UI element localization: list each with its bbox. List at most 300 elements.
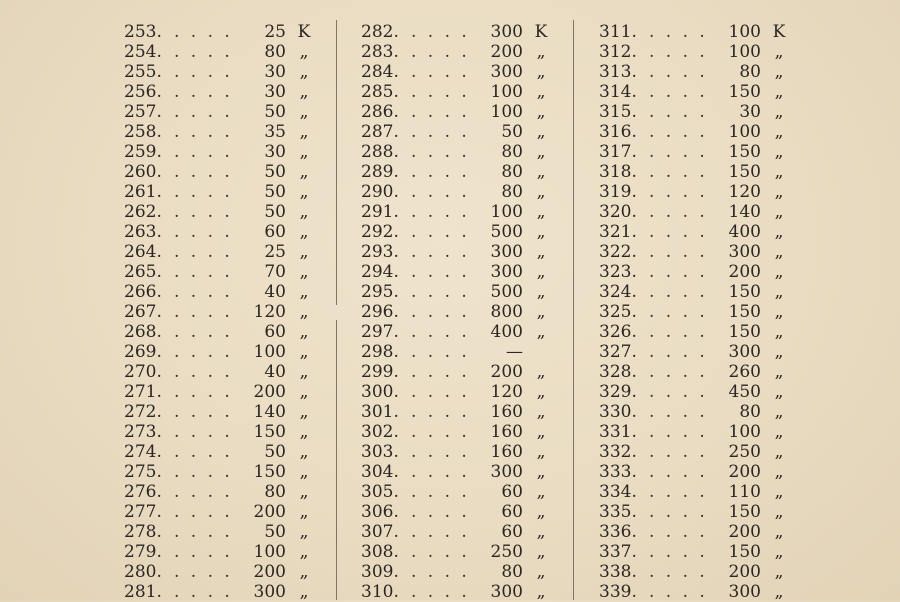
entry-number: 301. bbox=[361, 402, 399, 422]
currency-unit: „ bbox=[536, 362, 546, 382]
currency-unit: K bbox=[772, 22, 786, 42]
dot-leader: . . . . bbox=[174, 442, 233, 462]
dot-leader: . . . . bbox=[411, 62, 470, 82]
amount-value: 300 bbox=[728, 582, 761, 602]
dot-leader: . . . . bbox=[174, 222, 233, 242]
entry-number: 257. bbox=[124, 102, 162, 122]
entry-number: 282. bbox=[361, 22, 399, 42]
entry-number: 306. bbox=[361, 502, 399, 522]
currency-unit: „ bbox=[536, 502, 546, 522]
entry-number: 337. bbox=[599, 542, 637, 562]
table-row bbox=[361, 182, 561, 202]
currency-unit: „ bbox=[774, 482, 784, 502]
entry-number: 319. bbox=[599, 182, 637, 202]
entry-number: 270. bbox=[124, 362, 162, 382]
table-row bbox=[361, 122, 561, 142]
table-row bbox=[124, 462, 324, 482]
dot-leader: . . . . bbox=[411, 542, 470, 562]
dot-leader: . . . . bbox=[411, 582, 470, 602]
dot-leader: . . . . bbox=[174, 422, 233, 442]
dot-leader: . . . . bbox=[174, 282, 233, 302]
currency-unit: „ bbox=[536, 462, 546, 482]
currency-unit: „ bbox=[299, 362, 309, 382]
dot-leader: . . . . bbox=[649, 422, 708, 442]
table-row bbox=[599, 302, 799, 322]
dot-leader: . . . . bbox=[411, 282, 470, 302]
currency-unit: „ bbox=[299, 522, 309, 542]
dot-leader: . . . . bbox=[411, 482, 470, 502]
table-row bbox=[599, 402, 799, 422]
dot-leader: . . . . bbox=[411, 262, 470, 282]
table-row bbox=[599, 462, 799, 482]
entry-number: 285. bbox=[361, 82, 399, 102]
amount-value: 150 bbox=[728, 142, 761, 162]
dot-leader: . . . . bbox=[411, 182, 470, 202]
currency-unit: „ bbox=[536, 262, 546, 282]
dot-leader: . . . . bbox=[649, 82, 708, 102]
entry-number: 309. bbox=[361, 562, 399, 582]
dot-leader: . . . . bbox=[411, 562, 470, 582]
amount-value: 110 bbox=[728, 482, 761, 502]
dot-leader: . . . . bbox=[649, 302, 708, 322]
amount-value: 150 bbox=[253, 422, 286, 442]
amount-value: — bbox=[506, 342, 523, 362]
amount-value: 260 bbox=[728, 362, 761, 382]
table-row bbox=[124, 502, 324, 522]
table-row bbox=[124, 122, 324, 142]
table-row bbox=[361, 382, 561, 402]
currency-unit: „ bbox=[536, 102, 546, 122]
amount-value: 100 bbox=[253, 342, 286, 362]
entry-number: 263. bbox=[124, 222, 162, 242]
dot-leader: . . . . bbox=[649, 442, 708, 462]
amount-value: 120 bbox=[253, 302, 286, 322]
currency-unit: „ bbox=[536, 242, 546, 262]
amount-value: 60 bbox=[264, 222, 286, 242]
entry-number: 259. bbox=[124, 142, 162, 162]
dot-leader: . . . . bbox=[649, 522, 708, 542]
amount-value: 30 bbox=[264, 142, 286, 162]
amount-value: 160 bbox=[490, 402, 523, 422]
entry-number: 289. bbox=[361, 162, 399, 182]
entry-number: 334. bbox=[599, 482, 637, 502]
currency-unit: „ bbox=[299, 162, 309, 182]
table-column bbox=[124, 22, 324, 602]
currency-unit: „ bbox=[299, 322, 309, 342]
amount-value: 100 bbox=[728, 22, 761, 42]
amount-value: 250 bbox=[490, 542, 523, 562]
currency-unit: „ bbox=[299, 542, 309, 562]
entry-number: 296. bbox=[361, 302, 399, 322]
amount-value: 200 bbox=[490, 362, 523, 382]
amount-value: 80 bbox=[264, 42, 286, 62]
amount-value: 30 bbox=[739, 102, 761, 122]
amount-value: 80 bbox=[739, 62, 761, 82]
dot-leader: . . . . bbox=[174, 482, 233, 502]
currency-unit: „ bbox=[299, 262, 309, 282]
amount-value: 400 bbox=[728, 222, 761, 242]
currency-unit: „ bbox=[299, 422, 309, 442]
amount-value: 100 bbox=[490, 102, 523, 122]
column-divider-right bbox=[573, 20, 574, 600]
dot-leader: . . . . bbox=[649, 42, 708, 62]
dot-leader: . . . . bbox=[174, 582, 233, 602]
amount-value: 35 bbox=[264, 122, 286, 142]
dot-leader: . . . . bbox=[649, 102, 708, 122]
currency-unit: „ bbox=[774, 282, 784, 302]
entry-number: 265. bbox=[124, 262, 162, 282]
entry-number: 275. bbox=[124, 462, 162, 482]
dot-leader: . . . . bbox=[174, 22, 233, 42]
dot-leader: . . . . bbox=[649, 462, 708, 482]
dot-leader: . . . . bbox=[649, 562, 708, 582]
amount-value: 50 bbox=[264, 522, 286, 542]
dot-leader: . . . . bbox=[174, 142, 233, 162]
amount-value: 300 bbox=[490, 242, 523, 262]
currency-unit: „ bbox=[536, 542, 546, 562]
currency-unit: „ bbox=[299, 282, 309, 302]
amount-value: 300 bbox=[728, 242, 761, 262]
table-row bbox=[361, 482, 561, 502]
currency-unit: „ bbox=[774, 62, 784, 82]
currency-unit: „ bbox=[774, 202, 784, 222]
entry-number: 331. bbox=[599, 422, 637, 442]
currency-unit: „ bbox=[299, 502, 309, 522]
dot-leader: . . . . bbox=[411, 202, 470, 222]
dot-leader: . . . . bbox=[411, 382, 470, 402]
dot-leader: . . . . bbox=[411, 462, 470, 482]
entry-number: 276. bbox=[124, 482, 162, 502]
amount-value: 150 bbox=[728, 82, 761, 102]
dot-leader: . . . . bbox=[649, 222, 708, 242]
dot-leader: . . . . bbox=[174, 542, 233, 562]
currency-unit: „ bbox=[774, 102, 784, 122]
entry-number: 303. bbox=[361, 442, 399, 462]
table-row bbox=[361, 262, 561, 282]
currency-unit: „ bbox=[774, 502, 784, 522]
entry-number: 320. bbox=[599, 202, 637, 222]
entry-number: 321. bbox=[599, 222, 637, 242]
dot-leader: . . . . bbox=[411, 362, 470, 382]
currency-unit: „ bbox=[299, 402, 309, 422]
table-row bbox=[124, 322, 324, 342]
currency-unit: K bbox=[534, 22, 548, 42]
amount-value: 100 bbox=[728, 422, 761, 442]
dot-leader: . . . . bbox=[411, 442, 470, 462]
dot-leader: . . . . bbox=[411, 422, 470, 442]
amount-value: 300 bbox=[490, 262, 523, 282]
dot-leader: . . . . bbox=[174, 402, 233, 422]
dot-leader: . . . . bbox=[174, 62, 233, 82]
currency-unit: „ bbox=[299, 382, 309, 402]
table-row bbox=[599, 182, 799, 202]
table-row bbox=[599, 382, 799, 402]
entry-number: 326. bbox=[599, 322, 637, 342]
table-row bbox=[124, 42, 324, 62]
dot-leader: . . . . bbox=[174, 182, 233, 202]
dot-leader: . . . . bbox=[649, 542, 708, 562]
table-row bbox=[361, 562, 561, 582]
entry-number: 325. bbox=[599, 302, 637, 322]
table-row bbox=[361, 342, 561, 362]
dot-leader: . . . . bbox=[649, 182, 708, 202]
amount-value: 150 bbox=[728, 162, 761, 182]
dot-leader: . . . . bbox=[174, 82, 233, 102]
dot-leader: . . . . bbox=[174, 562, 233, 582]
currency-unit: „ bbox=[536, 202, 546, 222]
table-row bbox=[361, 302, 561, 322]
amount-value: 500 bbox=[490, 282, 523, 302]
currency-unit: „ bbox=[774, 302, 784, 322]
table-column bbox=[599, 22, 799, 602]
entry-number: 335. bbox=[599, 502, 637, 522]
currency-unit: „ bbox=[774, 262, 784, 282]
currency-unit: „ bbox=[774, 122, 784, 142]
currency-unit: „ bbox=[774, 342, 784, 362]
amount-value: 150 bbox=[728, 322, 761, 342]
currency-unit: „ bbox=[299, 342, 309, 362]
table-row bbox=[124, 282, 324, 302]
currency-unit: „ bbox=[299, 62, 309, 82]
amount-value: 300 bbox=[490, 22, 523, 42]
dot-leader: . . . . bbox=[174, 162, 233, 182]
table-row bbox=[361, 502, 561, 522]
currency-unit: „ bbox=[536, 82, 546, 102]
table-row bbox=[361, 402, 561, 422]
amount-value: 150 bbox=[728, 502, 761, 522]
amount-value: 200 bbox=[728, 522, 761, 542]
dot-leader: . . . . bbox=[649, 162, 708, 182]
currency-unit: „ bbox=[774, 442, 784, 462]
amount-value: 300 bbox=[728, 342, 761, 362]
amount-value: 60 bbox=[264, 322, 286, 342]
table-row bbox=[361, 222, 561, 242]
currency-unit: „ bbox=[536, 142, 546, 162]
dot-leader: . . . . bbox=[411, 522, 470, 542]
dot-leader: . . . . bbox=[411, 242, 470, 262]
entry-number: 302. bbox=[361, 422, 399, 442]
entry-number: 300. bbox=[361, 382, 399, 402]
entry-number: 254. bbox=[124, 42, 162, 62]
currency-unit: „ bbox=[774, 422, 784, 442]
dot-leader: . . . . bbox=[174, 242, 233, 262]
amount-value: 100 bbox=[253, 542, 286, 562]
table-row bbox=[124, 182, 324, 202]
dot-leader: . . . . bbox=[411, 302, 470, 322]
currency-unit: „ bbox=[536, 522, 546, 542]
entry-number: 294. bbox=[361, 262, 399, 282]
entry-number: 333. bbox=[599, 462, 637, 482]
currency-unit: „ bbox=[299, 302, 309, 322]
amount-value: 40 bbox=[264, 282, 286, 302]
currency-unit: „ bbox=[536, 162, 546, 182]
amount-value: 800 bbox=[490, 302, 523, 322]
amount-value: 200 bbox=[728, 562, 761, 582]
table-row bbox=[599, 542, 799, 562]
table-row bbox=[124, 482, 324, 502]
amount-value: 50 bbox=[501, 122, 523, 142]
amount-value: 50 bbox=[264, 162, 286, 182]
table-row bbox=[599, 442, 799, 462]
dot-leader: . . . . bbox=[649, 62, 708, 82]
dot-leader: . . . . bbox=[649, 282, 708, 302]
dot-leader: . . . . bbox=[411, 162, 470, 182]
dot-leader: . . . . bbox=[174, 202, 233, 222]
table-row bbox=[361, 442, 561, 462]
dot-leader: . . . . bbox=[174, 462, 233, 482]
table-row bbox=[361, 102, 561, 122]
amount-value: 40 bbox=[264, 362, 286, 382]
dot-leader: . . . . bbox=[649, 22, 708, 42]
currency-unit: „ bbox=[536, 482, 546, 502]
dot-leader: . . . . bbox=[649, 402, 708, 422]
table-row bbox=[124, 562, 324, 582]
currency-unit: „ bbox=[536, 282, 546, 302]
table-row bbox=[124, 82, 324, 102]
table-row bbox=[361, 142, 561, 162]
table-row bbox=[599, 242, 799, 262]
amount-value: 120 bbox=[728, 182, 761, 202]
currency-unit: „ bbox=[774, 362, 784, 382]
currency-unit: „ bbox=[774, 522, 784, 542]
table-row bbox=[124, 442, 324, 462]
currency-unit: „ bbox=[536, 302, 546, 322]
dot-leader: . . . . bbox=[411, 342, 470, 362]
currency-unit: „ bbox=[299, 582, 309, 602]
entry-number: 266. bbox=[124, 282, 162, 302]
dot-leader: . . . . bbox=[649, 502, 708, 522]
currency-unit: „ bbox=[536, 222, 546, 242]
table-row bbox=[124, 522, 324, 542]
table-row bbox=[124, 62, 324, 82]
table-row bbox=[361, 282, 561, 302]
dot-leader: . . . . bbox=[649, 122, 708, 142]
table-row bbox=[599, 62, 799, 82]
dot-leader: . . . . bbox=[174, 302, 233, 322]
currency-unit: „ bbox=[774, 382, 784, 402]
table-row bbox=[124, 142, 324, 162]
amount-value: 200 bbox=[253, 502, 286, 522]
currency-unit: „ bbox=[774, 402, 784, 422]
amount-value: 200 bbox=[253, 382, 286, 402]
currency-unit: „ bbox=[774, 162, 784, 182]
dot-leader: . . . . bbox=[649, 242, 708, 262]
currency-unit: „ bbox=[536, 582, 546, 602]
table-row bbox=[599, 342, 799, 362]
dot-leader: . . . . bbox=[649, 382, 708, 402]
amount-value: 100 bbox=[490, 202, 523, 222]
dot-leader: . . . . bbox=[411, 142, 470, 162]
table-row bbox=[361, 42, 561, 62]
entry-number: 316. bbox=[599, 122, 637, 142]
amount-value: 300 bbox=[490, 62, 523, 82]
entry-number: 336. bbox=[599, 522, 637, 542]
table-row bbox=[599, 282, 799, 302]
entry-number: 264. bbox=[124, 242, 162, 262]
entry-number: 313. bbox=[599, 62, 637, 82]
currency-unit: „ bbox=[299, 102, 309, 122]
table-row bbox=[599, 562, 799, 582]
currency-unit: „ bbox=[299, 42, 309, 62]
amount-value: 400 bbox=[490, 322, 523, 342]
currency-unit: „ bbox=[536, 422, 546, 442]
table-row bbox=[124, 382, 324, 402]
entry-number: 253. bbox=[124, 22, 162, 42]
table-row bbox=[361, 202, 561, 222]
entry-number: 322. bbox=[599, 242, 637, 262]
entry-number: 288. bbox=[361, 142, 399, 162]
entry-number: 299. bbox=[361, 362, 399, 382]
dot-leader: . . . . bbox=[174, 122, 233, 142]
amount-value: 30 bbox=[264, 82, 286, 102]
currency-unit: „ bbox=[299, 482, 309, 502]
table-row bbox=[599, 222, 799, 242]
entry-number: 277. bbox=[124, 502, 162, 522]
dot-leader: . . . . bbox=[174, 522, 233, 542]
table-row bbox=[599, 162, 799, 182]
table-row bbox=[124, 102, 324, 122]
table-row bbox=[599, 262, 799, 282]
currency-unit: „ bbox=[299, 562, 309, 582]
currency-unit: „ bbox=[536, 442, 546, 462]
table-row bbox=[599, 202, 799, 222]
amount-value: 200 bbox=[728, 262, 761, 282]
currency-unit: „ bbox=[774, 82, 784, 102]
table-row bbox=[599, 322, 799, 342]
table-row bbox=[599, 42, 799, 62]
table-row bbox=[361, 242, 561, 262]
amount-value: 200 bbox=[253, 562, 286, 582]
amount-value: 140 bbox=[728, 202, 761, 222]
amount-value: 100 bbox=[490, 82, 523, 102]
amount-value: 80 bbox=[501, 162, 523, 182]
entry-number: 305. bbox=[361, 482, 399, 502]
amount-value: 60 bbox=[501, 482, 523, 502]
entry-number: 268. bbox=[124, 322, 162, 342]
currency-unit: „ bbox=[774, 582, 784, 602]
currency-unit: „ bbox=[299, 122, 309, 142]
entry-number: 283. bbox=[361, 42, 399, 62]
entry-number: 324. bbox=[599, 282, 637, 302]
table-row bbox=[599, 502, 799, 522]
amount-value: 450 bbox=[728, 382, 761, 402]
table-row bbox=[599, 362, 799, 382]
table-row bbox=[599, 82, 799, 102]
currency-unit: „ bbox=[536, 322, 546, 342]
table-row bbox=[124, 262, 324, 282]
table-row bbox=[361, 322, 561, 342]
amount-value: 120 bbox=[490, 382, 523, 402]
currency-unit: „ bbox=[536, 62, 546, 82]
entry-number: 295. bbox=[361, 282, 399, 302]
table-row bbox=[361, 362, 561, 382]
currency-unit: „ bbox=[774, 142, 784, 162]
dot-leader: . . . . bbox=[411, 82, 470, 102]
amount-value: 80 bbox=[264, 482, 286, 502]
entry-number: 327. bbox=[599, 342, 637, 362]
entry-number: 290. bbox=[361, 182, 399, 202]
table-row bbox=[361, 422, 561, 442]
amount-value: 160 bbox=[490, 422, 523, 442]
table-row bbox=[599, 482, 799, 502]
currency-unit: „ bbox=[299, 202, 309, 222]
dot-leader: . . . . bbox=[411, 22, 470, 42]
entry-number: 307. bbox=[361, 522, 399, 542]
entry-number: 318. bbox=[599, 162, 637, 182]
dot-leader: . . . . bbox=[174, 502, 233, 522]
entry-number: 256. bbox=[124, 82, 162, 102]
entry-number: 323. bbox=[599, 262, 637, 282]
